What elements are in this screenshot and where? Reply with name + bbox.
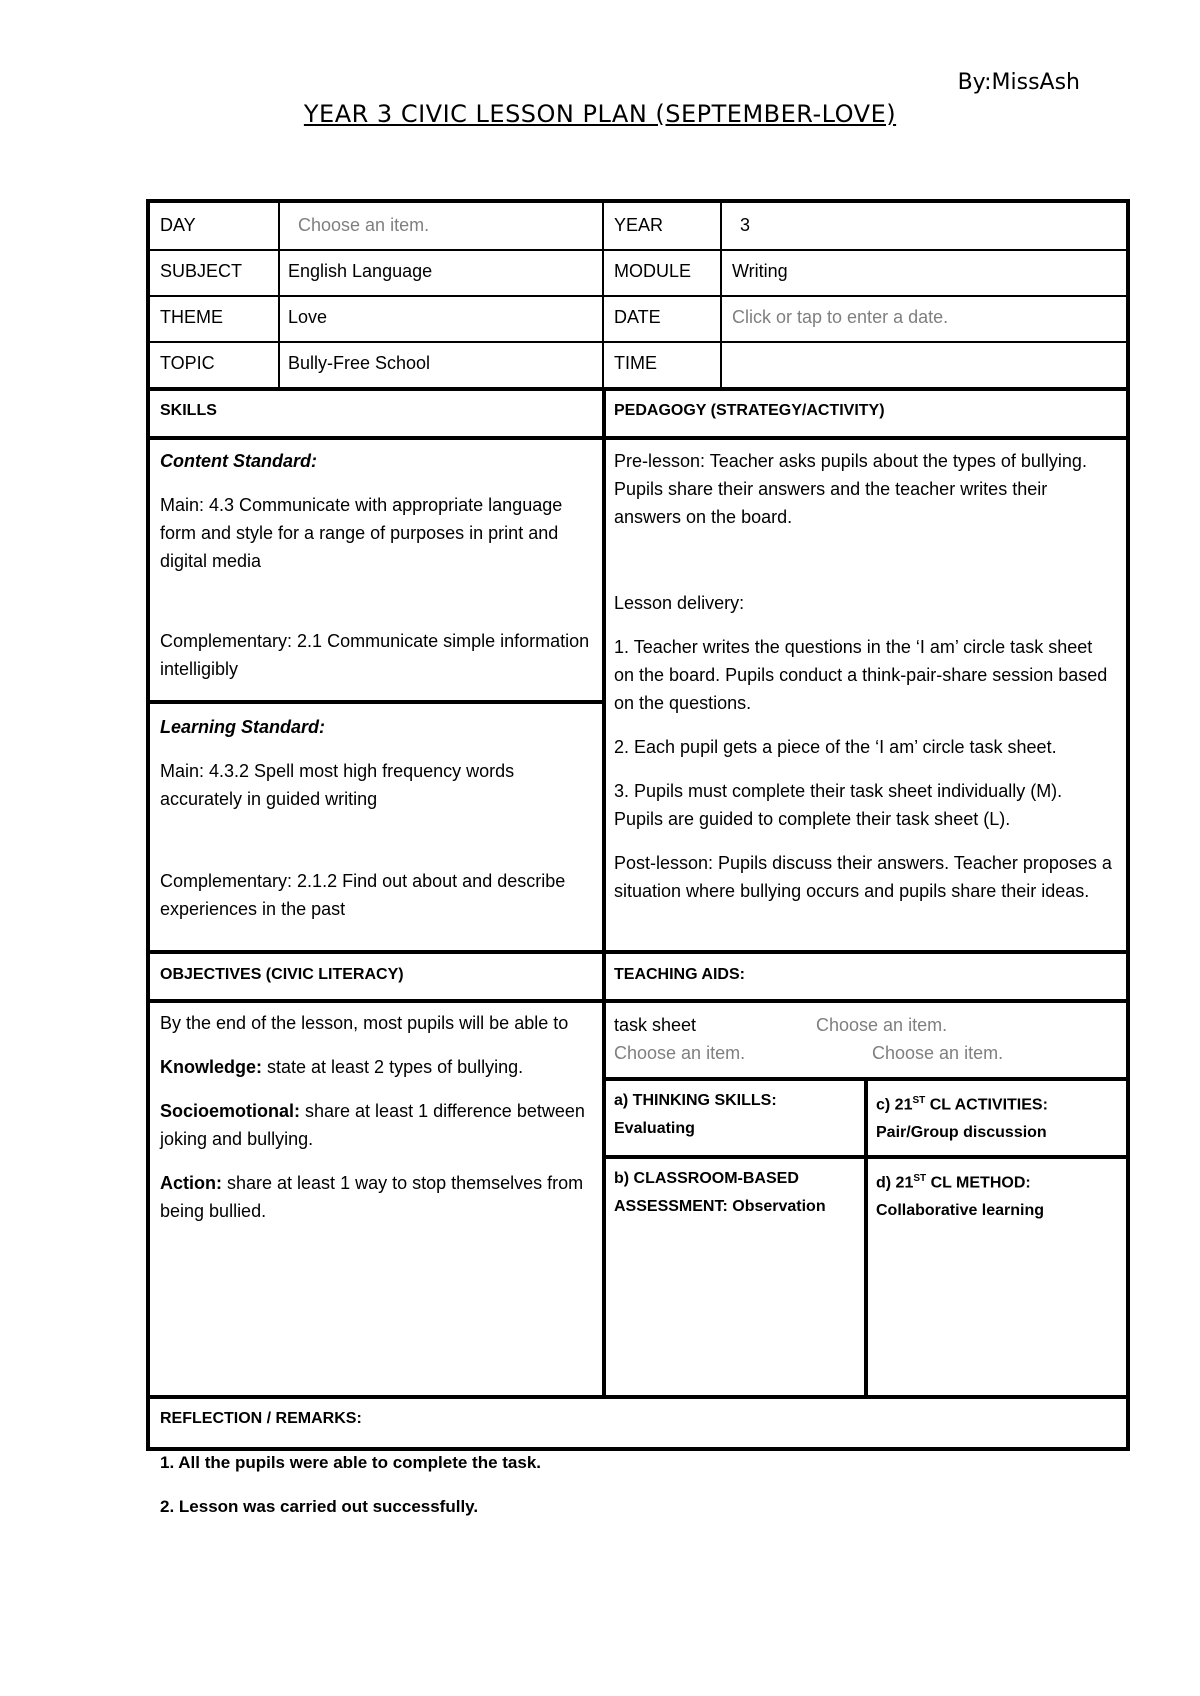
lesson-delivery-label: Lesson delivery: (614, 593, 745, 613)
cl-method-box (876, 1165, 1120, 1225)
year-label: YEAR (614, 215, 664, 235)
cl-activities-value: Pair/Group discussion (876, 1124, 1047, 1142)
topic-value: Bully-Free School (288, 353, 431, 373)
learning-complementary: Complementary: 2.1.2 Find out about and describe experiences in the past (160, 871, 566, 919)
reflection-items (160, 1449, 1110, 1521)
cl-activities-label: c) 21ST CL ACTIVITIES: (876, 1095, 1048, 1114)
module-value: Writing (732, 261, 788, 281)
day-select[interactable]: Choose an item. (298, 215, 430, 235)
author-byline: By:MissAsh (957, 70, 1080, 95)
content-complementary: Complementary: 2.1 Communicate simple information intelligibly (160, 631, 590, 679)
delivery-step-3: 3. Pupils must complete their task sheet individually (M). Pupils are guided to complete their task sheet (L). (614, 781, 1063, 829)
module-label: MODULE (614, 261, 692, 281)
objectives-intro: By the end of the lesson, most pupils will be able to (160, 1013, 569, 1033)
time-label: TIME (614, 353, 657, 373)
subject-value: English Language (288, 261, 433, 281)
socio-text: share at least 1 difference between joking and bullying. (160, 1101, 585, 1149)
teaching-aid-select-3[interactable]: Choose an item. (614, 1043, 746, 1063)
teaching-aid-select-2[interactable]: Choose an item. (816, 1015, 948, 1035)
reflection-item-1: 1. All the pupils were able to complete the task. (160, 1453, 542, 1472)
cl-method-value: Collaborative learning (876, 1202, 1045, 1220)
reflection-item-2: 2. Lesson was carried out successfully. (160, 1497, 479, 1516)
knowledge-label: Knowledge: (160, 1057, 262, 1077)
date-picker[interactable]: Click or tap to enter a date. (732, 307, 949, 327)
objectives-header: OBJECTIVES (CIVIC LITERACY) (160, 966, 404, 983)
content-standard-block (160, 447, 594, 575)
pedagogy-header: PEDAGOGY (STRATEGY/ACTIVITY) (614, 402, 885, 419)
learning-standard-label: Learning Standard: (160, 717, 326, 737)
day-label: DAY (160, 215, 196, 235)
lesson-delivery-block (614, 589, 1116, 905)
year-value: 3 (740, 215, 751, 235)
topic-label: TOPIC (160, 353, 215, 373)
subject-label: SUBJECT (160, 261, 243, 281)
content-main: Main: 4.3 Communicate with appropriate language form and style for a range of purposes in print and digital media (160, 495, 563, 571)
delivery-step-2: 2. Each pupil gets a piece of the ‘I am’ circle task sheet. (614, 737, 1057, 757)
objective-socioemotional (160, 1097, 594, 1153)
date-label: DATE (614, 307, 661, 327)
pre-lesson: Pre-lesson: Teacher asks pupils about the types of bullying. Pupils share their answers and the teacher writes their answers on the board. (614, 451, 1087, 527)
page-title: YEAR 3 CIVIC LESSON PLAN (SEPTEMBER-LOVE) (303, 100, 897, 128)
content-complementary-block (160, 627, 594, 683)
theme-value: Love (288, 307, 328, 327)
assessment-text: b) CLASSROOM-BASED ASSESSMENT: Observation (614, 1170, 826, 1215)
reflection-block (160, 1405, 1110, 1433)
thinking-skills-label: a) THINKING SKILLS: (614, 1092, 777, 1109)
delivery-step-1: 1. Teacher writes the questions in the ‘I am’ circle task sheet on the board. Pupils conduct a think-pair-share session based on the questions. (614, 637, 1108, 713)
content-standard-label: Content Standard: (160, 451, 317, 471)
theme-label: THEME (160, 307, 223, 327)
assessment-box (614, 1165, 858, 1221)
thinking-skills-value: Evaluating (614, 1120, 695, 1137)
thinking-skills-box (614, 1087, 858, 1143)
learning-main: Main: 4.3.2 Spell most high frequency words accurately in guided writing (160, 761, 515, 809)
cl-method-label: d) 21ST CL METHOD: (876, 1173, 1031, 1192)
cl-activities-box (876, 1087, 1120, 1147)
action-text: share at least 1 way to stop themselves from being bullied. (160, 1173, 584, 1221)
pedagogy-body (614, 447, 1116, 531)
post-lesson: Post-lesson: Pupils discuss their answers. Teacher proposes a situation where bullying occurs and pupils share their ideas. (614, 853, 1112, 901)
action-label: Action: (160, 1173, 222, 1193)
objective-knowledge (160, 1053, 594, 1081)
reflection-header: REFLECTION / REMARKS: (160, 1410, 362, 1427)
skills-header: SKILLS (160, 402, 217, 419)
objective-action (160, 1169, 594, 1225)
knowledge-text: state at least 2 types of bullying. (262, 1057, 524, 1077)
socio-label: Socioemotional: (160, 1101, 301, 1121)
teaching-aid-select-4[interactable]: Choose an item. (872, 1043, 1004, 1063)
teaching-aid-1: task sheet (614, 1015, 697, 1035)
learning-standard-block (160, 713, 594, 813)
learning-complementary-block (160, 867, 594, 923)
objectives-body (160, 1009, 594, 1225)
lesson-plan-table (146, 199, 1130, 1516)
teaching-aids-header: TEACHING AIDS: (614, 966, 745, 983)
